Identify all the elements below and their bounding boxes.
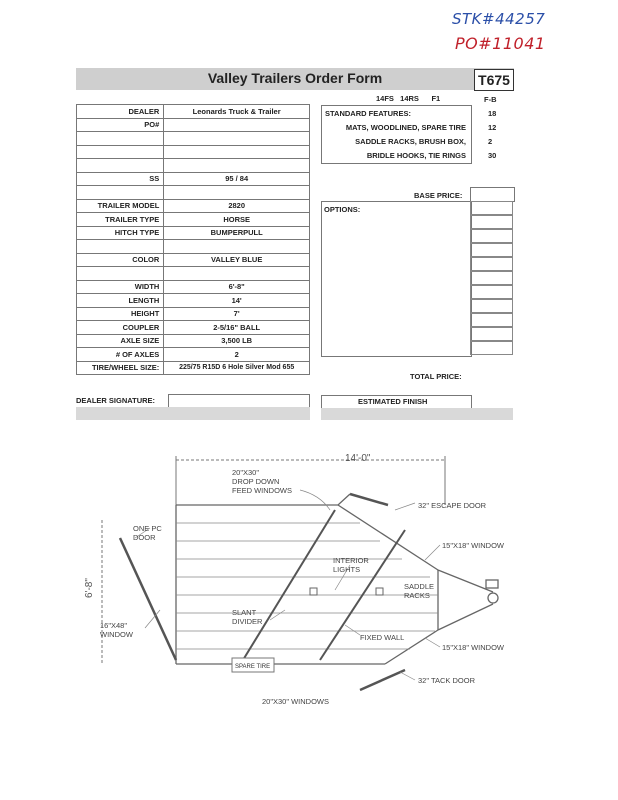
detail-value[interactable] [164,118,310,132]
detail-label [77,240,164,254]
detail-value[interactable] [164,186,310,200]
detail-row [77,253,310,267]
detail-label: COLOR [77,253,164,267]
detail-value[interactable] [164,145,310,159]
option-price-cell[interactable] [470,327,513,341]
detail-value[interactable]: 2820 [164,199,310,213]
option-price-cell[interactable] [470,229,513,243]
option-price-cell[interactable] [470,341,513,355]
fb-header: F-B [484,95,497,104]
detail-value[interactable] [164,267,310,281]
detail-label [77,186,164,200]
svg-text:DOOR: DOOR [133,533,156,542]
option-price-cell[interactable] [470,271,513,285]
stock-number-handwritten: STK#44257 [452,10,546,28]
standard-feature-text: SADDLE RACKS, BRUSH BOX, [355,137,466,146]
detail-value[interactable]: 2-5/16" BALL [164,321,310,335]
detail-row [77,105,310,119]
svg-text:16"X48": 16"X48" [100,621,128,630]
detail-row [77,280,310,294]
detail-label: AXLE SIZE [77,334,164,348]
detail-row [77,307,310,321]
detail-row [77,361,310,375]
detail-value[interactable] [164,240,310,254]
option-price-cell[interactable] [470,313,513,327]
order-details-table [76,104,310,375]
detail-row [77,118,310,132]
detail-label: HITCH TYPE [77,226,164,240]
detail-label: TRAILER TYPE [77,213,164,227]
detail-value[interactable]: 225/75 R15D 6 Hole Silver Mod 655 [164,361,310,375]
detail-label: PO# [77,118,164,132]
detail-label [77,145,164,159]
standard-feature-text: STANDARD FEATURES: [325,109,411,118]
detail-row [77,172,310,186]
width-dimension: 6'-8" [84,578,95,598]
length-dimension: 14'-0" [345,453,371,464]
detail-label: TRAILER MODEL [77,199,164,213]
dealer-signature-label: DEALER SIGNATURE: [76,396,156,405]
option-price-cell[interactable] [470,215,513,229]
detail-label: SS [77,172,164,186]
one-pc-door [120,538,176,660]
detail-row [77,145,310,159]
signature-shade [76,407,310,420]
base-price-label: BASE PRICE: [414,191,463,200]
interior-light-1 [310,588,317,595]
option-price-cell[interactable] [470,257,513,271]
detail-value[interactable]: 3,500 LB [164,334,310,348]
detail-label [77,132,164,146]
detail-label: TIRE/WHEEL SIZE: [77,361,164,375]
detail-row [77,267,310,281]
form-code-box: T675 [474,69,514,91]
detail-value[interactable]: VALLEY BLUE [164,253,310,267]
svg-text:SLANT: SLANT [232,608,257,617]
detail-row [77,186,310,200]
standard-feature-text: MATS, WOODLINED, SPARE TIRE [345,123,466,132]
total-price-label: TOTAL PRICE: [410,372,462,381]
svg-text:WINDOW: WINDOW [100,630,133,639]
svg-text:INTERIOR: INTERIOR [333,556,369,565]
svg-text:DIVIDER: DIVIDER [232,617,263,626]
interior-light-2 [376,588,383,595]
options-label: OPTIONS: [324,205,361,214]
svg-text:32" TACK DOOR: 32" TACK DOOR [418,676,475,685]
detail-row [77,334,310,348]
standard-feature-number: 18 [488,109,497,118]
standard-feature-number: 30 [488,151,497,160]
svg-text:FIXED WALL: FIXED WALL [360,633,405,642]
detail-row [77,226,310,240]
svg-text:ONE PC: ONE PC [133,524,162,533]
escape-door-swing [350,494,388,505]
detail-value[interactable]: 6'-8" [164,280,310,294]
dealer-signature-field[interactable] [168,394,310,408]
standard-feature-text: BRIDLE HOOKS, TIE RINGS [366,151,466,160]
detail-label [77,267,164,281]
svg-text:SPARE TIRE: SPARE TIRE [235,664,271,670]
detail-row [77,132,310,146]
option-price-cell[interactable] [470,285,513,299]
floor-slats [176,523,438,649]
options-box [321,201,472,357]
detail-row [77,321,310,335]
option-price-cell[interactable] [470,243,513,257]
svg-text:15"X18" WINDOW: 15"X18" WINDOW [442,541,505,550]
standard-feature-number: 12 [488,123,497,132]
svg-text:FEED WINDOWS: FEED WINDOWS [232,486,292,495]
detail-label: # OF AXLES [77,348,164,362]
detail-row [77,199,310,213]
tack-door-swing [360,670,405,690]
standard-feature-number: 2 [488,137,493,146]
trailer-floorplan [0,440,618,740]
option-price-cell[interactable] [470,299,513,313]
detail-value[interactable]: HORSE [164,213,310,227]
detail-value[interactable]: BUMPERPULL [164,226,310,240]
detail-value[interactable]: 95 / 84 [164,172,310,186]
detail-label: WIDTH [77,280,164,294]
svg-text:20"X30" WINDOWS: 20"X30" WINDOWS [262,697,330,706]
svg-text:15"X18" WINDOW: 15"X18" WINDOW [442,643,505,652]
detail-value[interactable] [164,132,310,146]
detail-row [77,213,310,227]
detail-label: COUPLER [77,321,164,335]
detail-label: LENGTH [77,294,164,308]
finish-shade [321,408,513,420]
form-title: Valley Trailers Order Form [207,70,383,86]
svg-text:LIGHTS: LIGHTS [333,565,361,574]
detail-label [77,159,164,173]
detail-value[interactable]: 14' [164,294,310,308]
detail-label: DEALER [77,105,164,119]
detail-value[interactable]: Leonards Truck & Trailer [164,105,310,119]
estimated-finish-label: ESTIMATED FINISH [358,397,428,406]
detail-row [77,240,310,254]
po-number-handwritten: PO#11041 [455,34,546,53]
detail-row [77,294,310,308]
detail-label: HEIGHT [77,307,164,321]
detail-row [77,348,310,362]
svg-text:32" ESCAPE DOOR: 32" ESCAPE DOOR [418,501,487,510]
svg-text:DROP DOWN: DROP DOWN [232,477,280,486]
svg-text:20"X30": 20"X30" [232,468,260,477]
base-price-field[interactable] [470,187,515,202]
detail-row [77,159,310,173]
model-codes: 14FS 14RS F1 [376,94,441,103]
svg-text:SADDLE: SADDLE [404,582,435,591]
detail-value[interactable] [164,159,310,173]
option-price-cell[interactable] [470,201,513,215]
svg-text:RACKS: RACKS [404,591,430,600]
detail-value[interactable]: 2 [164,348,310,362]
trailer-body [176,494,498,664]
detail-value[interactable]: 7' [164,307,310,321]
